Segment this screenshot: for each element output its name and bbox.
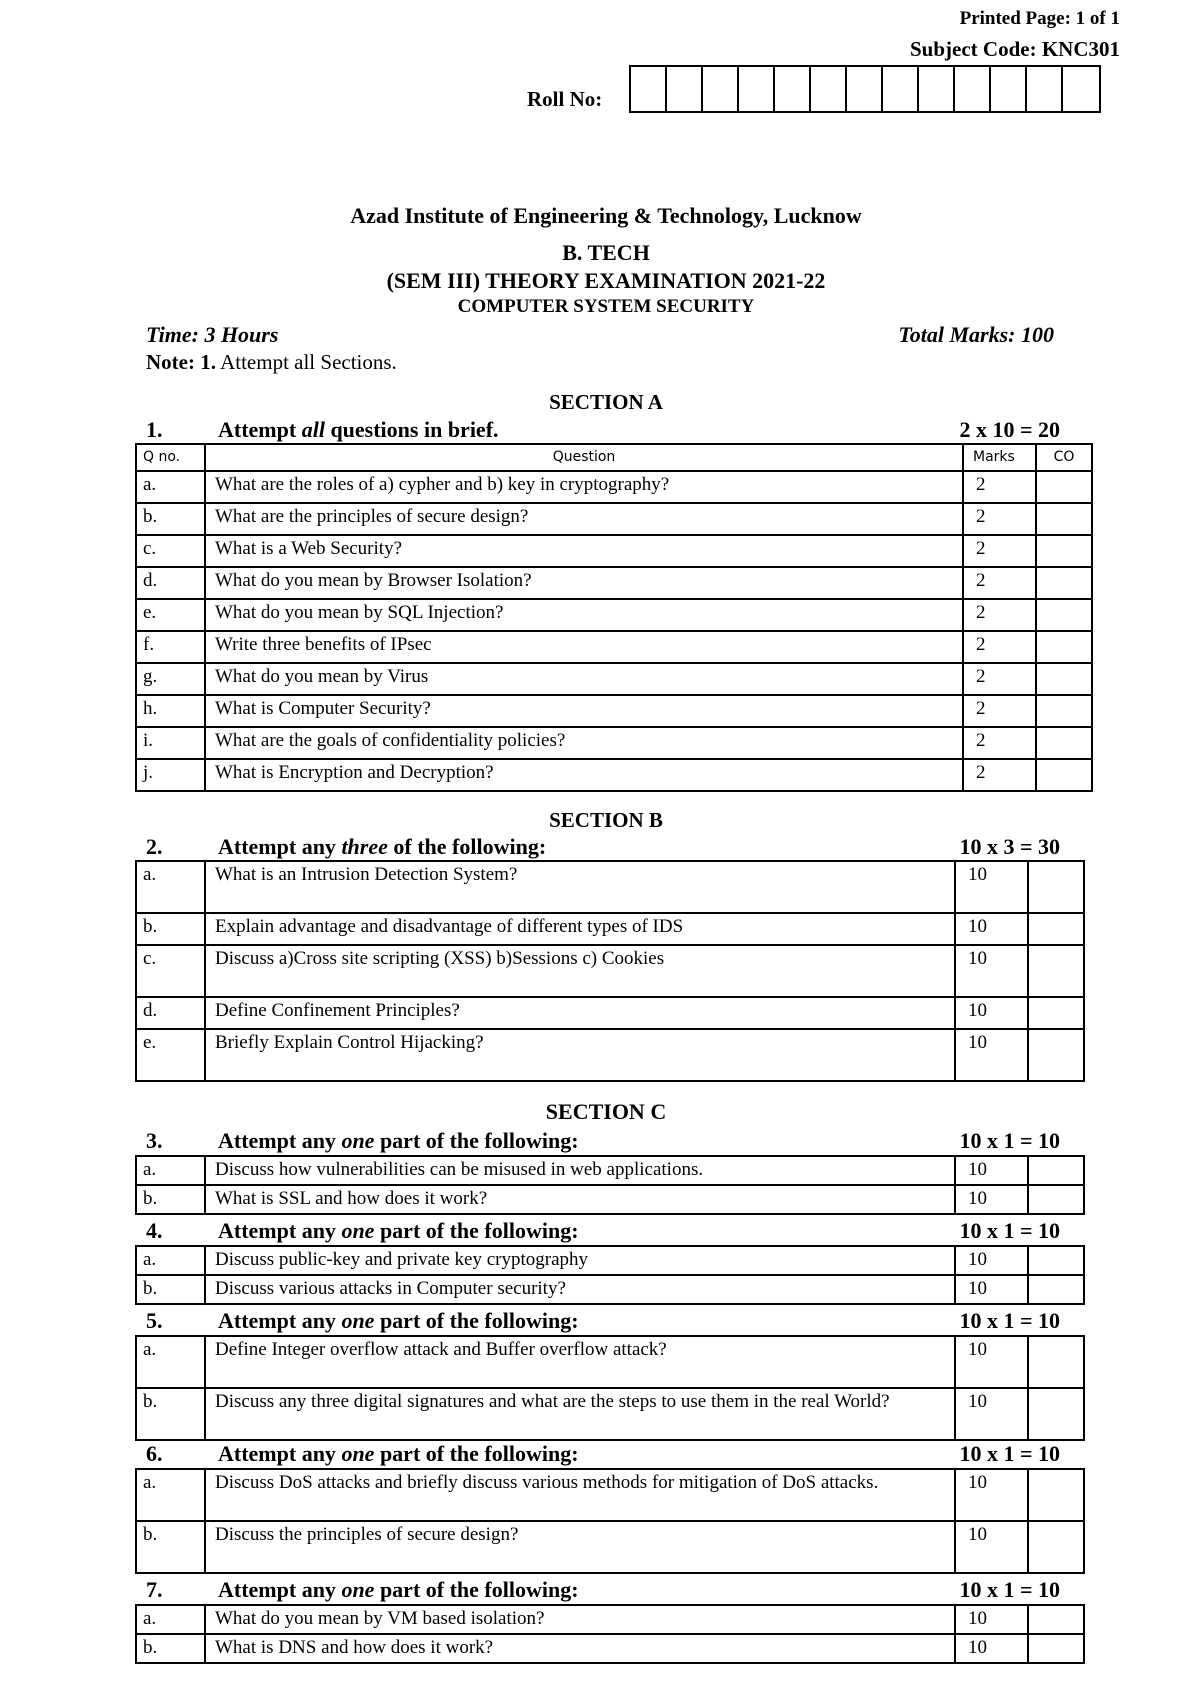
question-marks: 2 — [963, 471, 1036, 503]
printed-page: Printed Page: 1 of 1 — [959, 8, 1120, 29]
question-label: a. — [136, 1246, 205, 1275]
instruction: Attempt any one part of the following: — [218, 1577, 579, 1602]
question-number: 3. — [146, 1128, 163, 1153]
table-row — [136, 759, 1092, 791]
table-row — [136, 1388, 1084, 1440]
question-co — [1028, 1605, 1084, 1634]
marks-formula: 10 x 1 = 10 — [959, 1441, 1060, 1466]
exam-title: (SEM III) THEORY EXAMINATION 2021-22 — [386, 268, 826, 293]
roll-box[interactable] — [811, 67, 847, 111]
table-row — [136, 695, 1092, 727]
marks-formula: 2 x 10 = 20 — [959, 417, 1060, 442]
question-text: Define Confinement Principles? — [205, 997, 955, 1029]
question-marks: 10 — [955, 1336, 1028, 1388]
question-table — [135, 1245, 1085, 1305]
roll-box[interactable] — [919, 67, 955, 111]
question-label: b. — [136, 913, 205, 945]
question-label: b. — [136, 1521, 205, 1573]
question-co — [1028, 1388, 1084, 1440]
question-marks: 2 — [963, 567, 1036, 599]
question-label: e. — [136, 1029, 205, 1081]
roll-box[interactable] — [955, 67, 991, 111]
question-co — [1036, 695, 1092, 727]
question-marks: 2 — [963, 663, 1036, 695]
course-title: COMPUTER SYSTEM SECURITY — [457, 296, 755, 317]
instruction: Attempt any one part of the following: — [218, 1128, 579, 1153]
question-co — [1028, 1275, 1084, 1304]
question-label: g. — [136, 663, 205, 695]
question-table — [135, 1335, 1085, 1441]
question-label: c. — [136, 945, 205, 997]
question-marks: 10 — [955, 1275, 1028, 1304]
question-marks: 10 — [955, 1521, 1028, 1573]
table-row — [136, 1521, 1084, 1573]
question-text: Briefly Explain Control Hijacking? — [205, 1029, 955, 1081]
question-co — [1028, 1246, 1084, 1275]
question-co — [1036, 535, 1092, 567]
question-number: 6. — [146, 1441, 163, 1466]
question-text: What do you mean by VM based isolation? — [205, 1605, 955, 1634]
table-row — [136, 1275, 1084, 1304]
table-row — [136, 1156, 1084, 1185]
question-text: What is SSL and how does it work? — [205, 1185, 955, 1214]
question-text: Discuss a)Cross site scripting (XSS) b)Sessions c) Cookies — [205, 945, 955, 997]
table-row — [136, 945, 1084, 997]
question-text: What do you mean by SQL Injection? — [205, 599, 963, 631]
question-co — [1028, 1185, 1084, 1214]
question-text: Discuss DoS attacks and briefly discuss various methods for mitigation of DoS attacks. — [205, 1469, 955, 1521]
roll-box[interactable] — [631, 67, 667, 111]
question-marks: 10 — [955, 1029, 1028, 1081]
roll-no-label: Roll No: — [527, 87, 603, 111]
question-label: a. — [136, 1156, 205, 1185]
question-marks: 2 — [963, 599, 1036, 631]
question-label: d. — [136, 567, 205, 599]
table-row — [136, 599, 1092, 631]
note-text: Attempt all Sections. — [215, 350, 397, 374]
question-co — [1028, 945, 1084, 997]
header-marks: Marks — [963, 444, 1036, 471]
table-row — [136, 631, 1092, 663]
roll-no-boxes[interactable] — [629, 65, 1101, 113]
instruction: Attempt any one part of the following: — [218, 1218, 579, 1243]
question-label: b. — [136, 1275, 205, 1304]
question-label: a. — [136, 1605, 205, 1634]
question-label: c. — [136, 535, 205, 567]
instruction: Attempt any one part of the following: — [218, 1308, 579, 1333]
instruction: Attempt any three of the following: — [218, 834, 547, 859]
question-text: What do you mean by Virus — [205, 663, 963, 695]
question-text: Discuss public-key and private key cryptography — [205, 1246, 955, 1275]
question-label: b. — [136, 1185, 205, 1214]
question-text: Discuss any three digital signatures and what are the steps to use them in the real World? — [205, 1388, 955, 1440]
question-label: b. — [136, 1388, 205, 1440]
question-co — [1028, 1469, 1084, 1521]
question-label: f. — [136, 631, 205, 663]
question-marks: 2 — [963, 695, 1036, 727]
table-row — [136, 1605, 1084, 1634]
header-question: Question — [205, 444, 963, 471]
roll-box[interactable] — [1063, 67, 1099, 111]
question-co — [1028, 1156, 1084, 1185]
question-marks: 10 — [955, 861, 1028, 913]
table-row — [136, 471, 1092, 503]
question-number: 5. — [146, 1308, 163, 1333]
question-marks: 10 — [955, 945, 1028, 997]
question-label: j. — [136, 759, 205, 791]
table-row — [136, 727, 1092, 759]
question-marks: 10 — [955, 1246, 1028, 1275]
question-table — [135, 1468, 1085, 1574]
question-text: What do you mean by Browser Isolation? — [205, 567, 963, 599]
roll-box[interactable] — [991, 67, 1027, 111]
question-marks: 2 — [963, 759, 1036, 791]
question-label: d. — [136, 997, 205, 1029]
question-label: e. — [136, 599, 205, 631]
question-label: i. — [136, 727, 205, 759]
question-co — [1028, 913, 1084, 945]
program-name: B. TECH — [562, 240, 650, 265]
table-row — [136, 567, 1092, 599]
section-b-table — [135, 860, 1085, 1082]
question-number: 7. — [146, 1577, 163, 1602]
question-label: a. — [136, 861, 205, 913]
question-text: What is Computer Security? — [205, 695, 963, 727]
question-co — [1036, 503, 1092, 535]
question-label: b. — [136, 503, 205, 535]
marks-formula: 10 x 1 = 10 — [959, 1218, 1060, 1243]
question-text: What is an Intrusion Detection System? — [205, 861, 955, 913]
question-co — [1036, 663, 1092, 695]
roll-box[interactable] — [739, 67, 775, 111]
roll-box[interactable] — [667, 67, 703, 111]
section-a-table — [135, 443, 1093, 792]
question-marks: 10 — [955, 997, 1028, 1029]
question-text: Discuss how vulnerabilities can be misused in web applications. — [205, 1156, 955, 1185]
table-row — [136, 503, 1092, 535]
table-row — [136, 997, 1084, 1029]
marks-formula: 10 x 3 = 30 — [959, 834, 1060, 859]
question-marks: 2 — [963, 631, 1036, 663]
question-text: Write three benefits of IPsec — [205, 631, 963, 663]
question-text: What is Encryption and Decryption? — [205, 759, 963, 791]
section-b-title: SECTION B — [549, 808, 663, 832]
table-row — [136, 913, 1084, 945]
marks-formula: 10 x 1 = 10 — [959, 1577, 1060, 1602]
question-label: a. — [136, 471, 205, 503]
roll-box[interactable] — [775, 67, 811, 111]
question-marks: 10 — [955, 1634, 1028, 1663]
question-co — [1028, 997, 1084, 1029]
header-qno: Q no. — [136, 444, 205, 471]
table-row — [136, 1469, 1084, 1521]
question-co — [1036, 599, 1092, 631]
marks-formula: 10 x 1 = 10 — [959, 1128, 1060, 1153]
question-marks: 2 — [963, 727, 1036, 759]
question-text: What are the goals of confidentiality policies? — [205, 727, 963, 759]
table-row — [136, 1029, 1084, 1081]
roll-box[interactable] — [883, 67, 919, 111]
question-number: 4. — [146, 1218, 163, 1243]
question-marks: 10 — [955, 1388, 1028, 1440]
note-label: Note: 1. — [146, 350, 216, 374]
question-marks: 10 — [955, 1605, 1028, 1634]
total-marks: Total Marks: 100 — [898, 322, 1054, 347]
table-header-row — [136, 444, 1092, 471]
roll-box[interactable] — [847, 67, 883, 111]
note — [146, 350, 397, 375]
question-text: Discuss the principles of secure design? — [205, 1521, 955, 1573]
question-label: b. — [136, 1634, 205, 1663]
question-text: What is a Web Security? — [205, 535, 963, 567]
table-row — [136, 1185, 1084, 1214]
question-label: a. — [136, 1336, 205, 1388]
question-number: 1. — [146, 417, 163, 442]
question-co — [1028, 861, 1084, 913]
question-table — [135, 1155, 1085, 1215]
question-text: Explain advantage and disadvantage of different types of IDS — [205, 913, 955, 945]
question-text: What is DNS and how does it work? — [205, 1634, 955, 1663]
institute-name: Azad Institute of Engineering & Technology, Lucknow — [350, 203, 862, 228]
question-text: Define Integer overflow attack and Buffer overflow attack? — [205, 1336, 955, 1388]
table-row — [136, 663, 1092, 695]
table-row — [136, 861, 1084, 913]
question-text: Discuss various attacks in Computer security? — [205, 1275, 955, 1304]
question-table — [135, 1604, 1085, 1664]
question-number: 2. — [146, 834, 163, 859]
marks-formula: 10 x 1 = 10 — [959, 1308, 1060, 1333]
question-co — [1036, 759, 1092, 791]
question-label: a. — [136, 1469, 205, 1521]
roll-box[interactable] — [703, 67, 739, 111]
question-marks: 2 — [963, 503, 1036, 535]
question-marks: 10 — [955, 1156, 1028, 1185]
question-co — [1036, 471, 1092, 503]
question-co — [1028, 1521, 1084, 1573]
question-co — [1036, 631, 1092, 663]
roll-box[interactable] — [1027, 67, 1063, 111]
question-text: What are the roles of a) cypher and b) key in cryptography? — [205, 471, 963, 503]
table-row — [136, 535, 1092, 567]
section-c-title: SECTION C — [545, 1099, 667, 1124]
question-marks: 2 — [963, 535, 1036, 567]
question-co — [1036, 727, 1092, 759]
section-a-title: SECTION A — [549, 390, 663, 414]
exam-time: Time: 3 Hours — [146, 322, 279, 347]
instruction: Attempt any one part of the following: — [218, 1441, 579, 1466]
question-marks: 10 — [955, 1469, 1028, 1521]
question-co — [1028, 1029, 1084, 1081]
question-marks: 10 — [955, 913, 1028, 945]
question-marks: 10 — [955, 1185, 1028, 1214]
table-row — [136, 1246, 1084, 1275]
question-co — [1036, 567, 1092, 599]
table-row — [136, 1634, 1084, 1663]
question-text: What are the principles of secure design? — [205, 503, 963, 535]
instruction: Attempt all questions in brief. — [218, 417, 499, 442]
header-co: CO — [1036, 444, 1092, 471]
question-co — [1028, 1634, 1084, 1663]
question-co — [1028, 1336, 1084, 1388]
table-row — [136, 1336, 1084, 1388]
subject-code: Subject Code: KNC301 — [910, 37, 1120, 61]
question-label: h. — [136, 695, 205, 727]
